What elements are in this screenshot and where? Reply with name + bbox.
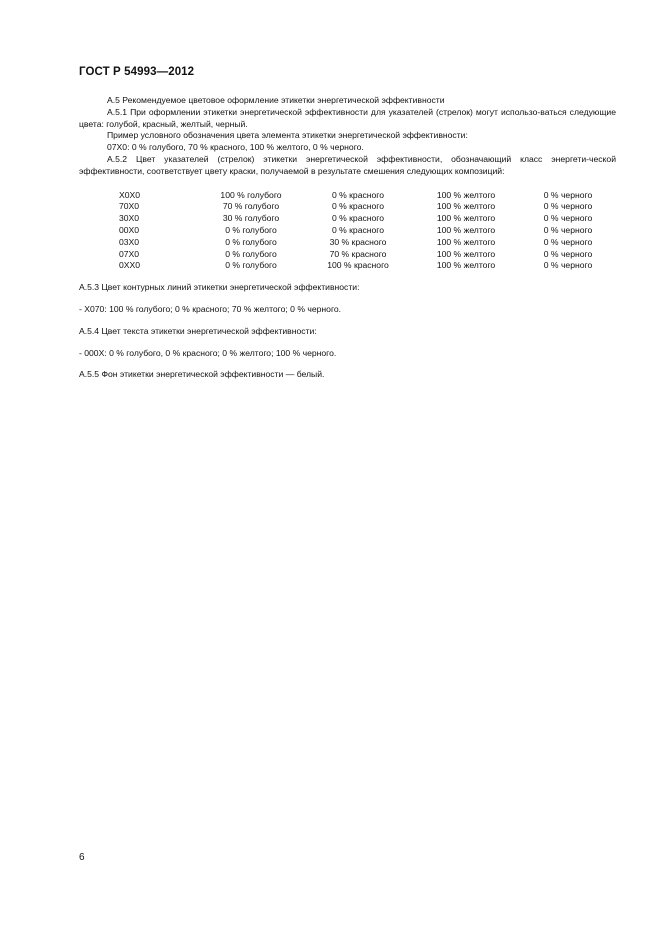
document-header: ГОСТ Р 54993—2012 xyxy=(79,66,195,78)
example-intro: Пример условного обозначения цвета элемента этикетки энергетической эффективности: xyxy=(107,130,468,141)
mix-code-cell: 03Х0 xyxy=(119,236,140,247)
black-percent-cell: 0 % черного xyxy=(543,236,593,247)
mix-code-cell: 30Х0 xyxy=(119,213,140,224)
cyan-percent-cell: 0 % голубого xyxy=(225,236,277,247)
yellow-percent-cell: 100 % желтого xyxy=(436,213,496,224)
table-row xyxy=(119,237,601,249)
section-a5-heading: А.5 Рекомендуемое цветовое оформление этикетки энергетической эффективности xyxy=(107,95,445,105)
red-percent-cell: 30 % красного xyxy=(329,236,387,247)
yellow-percent-cell: 100 % желтого xyxy=(436,248,496,259)
yellow-percent-cell: 100 % желтого xyxy=(436,201,496,212)
black-percent-cell: 0 % черного xyxy=(543,260,593,271)
section-a53-item: - Х070: 100 % голубого; 0 % красного; 70 % желтого; 0 % черного. xyxy=(79,303,342,314)
yellow-percent-cell: 100 % желтого xyxy=(436,260,496,271)
black-percent-cell: 0 % черного xyxy=(543,201,593,212)
black-percent-cell: 0 % черного xyxy=(543,224,593,235)
cyan-percent-cell: 100 % голубого xyxy=(220,189,282,200)
mix-code-cell: 07Х0 xyxy=(119,248,140,259)
red-percent-cell: 70 % красного xyxy=(329,248,387,259)
yellow-percent-cell: 100 % желтого xyxy=(436,224,496,235)
red-percent-cell: 0 % красного xyxy=(331,224,385,235)
cyan-percent-cell: 30 % голубого xyxy=(222,213,280,224)
cyan-percent-cell: 0 % голубого xyxy=(225,248,277,259)
document-body xyxy=(79,95,616,381)
cyan-percent-cell: 0 % голубого xyxy=(225,260,277,271)
section-a55-text: А.5.5 Фон этикетки энергетической эффективности — белый. xyxy=(79,369,325,380)
table-row xyxy=(119,201,601,213)
section-a53-text: А.5.3 Цвет контурных линий этикетки энергетической эффективности: xyxy=(79,282,360,293)
table-row xyxy=(119,260,601,272)
red-percent-cell: 0 % красного xyxy=(331,201,385,212)
mix-code-cell: Х0Х0 xyxy=(119,189,141,200)
black-percent-cell: 0 % черного xyxy=(543,189,593,200)
black-percent-cell: 0 % черного xyxy=(543,248,593,259)
mix-code-cell: 00Х0 xyxy=(119,224,140,235)
table-row xyxy=(119,190,601,202)
section-a54-item: - 000Х: 0 % голубого, 0 % красного; 0 % желтого; 100 % черного. xyxy=(79,347,337,358)
example-text: 07Х0: 0 % голубого, 70 % красного, 100 % желтого, 0 % черного. xyxy=(107,142,364,153)
section-a54-text: А.5.4 Цвет текста этикетки энергетической эффективности: xyxy=(79,325,317,336)
yellow-percent-cell: 100 % желтого xyxy=(436,189,496,200)
cyan-percent-cell: 70 % голубого xyxy=(222,201,280,212)
color-mix-table xyxy=(119,190,601,273)
table-row xyxy=(119,213,601,225)
black-percent-cell: 0 % черного xyxy=(543,213,593,224)
table-row xyxy=(119,249,601,261)
cyan-percent-cell: 0 % голубого xyxy=(225,224,277,235)
table-row xyxy=(119,225,601,237)
red-percent-cell: 100 % красного xyxy=(327,260,389,271)
section-a51-text: А.5.1 При оформлении этикетки энергетической эффективности для указателей (стрелок) могут использо-ваться следующие цвета: голубой, красный, желтый, черный. xyxy=(79,106,616,129)
yellow-percent-cell: 100 % желтого xyxy=(436,236,496,247)
mix-code-cell: 0ХХ0 xyxy=(119,260,141,271)
page-number: 6 xyxy=(79,852,85,863)
mix-code-cell: 70Х0 xyxy=(119,201,140,212)
section-a52-text: А.5.2 Цвет указателей (стрелок) этикетки энергетической эффективности, обозначающий класс энергети-ческой эффективности, соответствует цвету краски, получаемой в результате смешения следующих композиций: xyxy=(79,153,616,176)
red-percent-cell: 0 % красного xyxy=(331,213,385,224)
red-percent-cell: 0 % красного xyxy=(331,189,385,200)
